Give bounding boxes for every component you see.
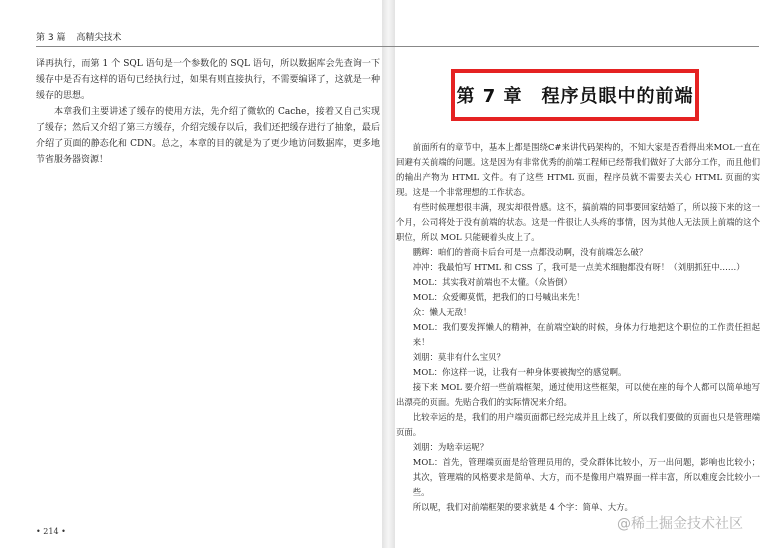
page-number: • 214 •	[36, 527, 66, 536]
dialog-line: 众：懒人无敌！	[412, 307, 472, 317]
body-paragraph: 有些时候理想很丰满，现实却很骨感。这不，搞前端的同事要回家结婚了，所以接下来的这一个月，公司将处于没有前端的状态。这是一件很让人头疼的事情，因为其他人无法顶上前端的这个职位，所以 MOL 只能硬着头皮上了。	[396, 202, 760, 242]
right-page-body	[396, 140, 760, 515]
dialog-line: 鹏辉：咱们的普商卡后台可是一点都没动啊，没有前端怎么破？	[412, 247, 648, 257]
dialog-line: MOL：其实我对前端也不太懂。（众皆倒）	[412, 277, 572, 287]
body-paragraph: 前面所有的章节中，基本上都是围绕C#来讲代码架构的，不知大家是否看得出来MOL一直在回避有关前端的问题。这是因为有非常优秀的前端工程师已经帮我们做好了大部分工作，而且他们的输出产物为 HTML 文件。有了这些 HTML 页面，程序员就不需要去关心 HTML 页面的实现。这是一个非常理想的工作状态。	[396, 142, 760, 197]
left-paragraph: 译再执行，而第 1 个 SQL 语句是一个参数化的 SQL 语句，所以数据库会先查询一下缓存中是否有这样的语句已经执行过，如果有则直接执行，不需要编译了，这就是一种缓存的思想。	[36, 59, 380, 101]
dialog-line: MOL：我们要发挥懒人的精神，在前端空缺的时候，身体力行地把这个职位的工作责任担起来！	[412, 322, 760, 347]
left-page-body	[36, 56, 380, 168]
running-head-title: 高精尖技术	[76, 33, 122, 43]
dialog-line: MOL：首先，管理端页面是给管理员用的，受众群体比较小，万一出问题，影响也比较小；其次，管理端的风格要求是简单、大方，而不是像用户端界面一样丰富，所以难度会比较小一些。	[412, 457, 760, 497]
left-paragraph: 本章我们主要讲述了缓存的使用方法，先介绍了微软的 Cache，接着又自己实现了缓存；然后又介绍了第三方缓存，介绍完缓存以后，我们还把缓存进行了抽象，最后介绍了页面的静态化和 CDN。总之，本章的目的就是为了更少地访问数据库，更多地节省服务器资源！	[36, 107, 380, 165]
watermark: @稀土掘金技术社区	[617, 516, 743, 532]
running-head-part: 第 3 篇	[36, 33, 66, 43]
dialog-line: MOL：众爱卿莫慌，把我们的口号喊出来先！	[412, 292, 585, 302]
running-head	[36, 30, 759, 47]
book-gutter	[382, 0, 395, 548]
chapter-title: 第 7 章 程序员眼中的前端	[456, 86, 694, 107]
body-paragraph: 接下来 MOL 要介绍一些前端框架，通过使用这些框架，可以使在座的每个人都可以简单地写出漂亮的页面。先贴合我们的实际情况来介绍。	[396, 382, 760, 407]
dialog-line: 刘朋：为啥幸运呢？	[412, 442, 489, 452]
dialog-line: MOL：你这样一说，让我有一种身体要被掏空的感觉啊。	[412, 367, 627, 377]
chapter-title-highlight-box	[451, 69, 699, 121]
dialog-line: 冲冲：我最怕写 HTML 和 CSS 了，我可是一点美术细胞都没有呀！（刘朋抓狂中……）	[412, 262, 745, 272]
body-paragraph: 比较幸运的是，我们的用户端页面都已经完成并且上线了，所以我们要做的页面也只是管理端页面。	[396, 412, 760, 437]
body-paragraph: 所以呢，我们对前端框架的要求就是 4 个字：简单、大方。	[412, 502, 633, 512]
dialog-line: 刘朋：莫非有什么宝贝？	[412, 352, 505, 362]
